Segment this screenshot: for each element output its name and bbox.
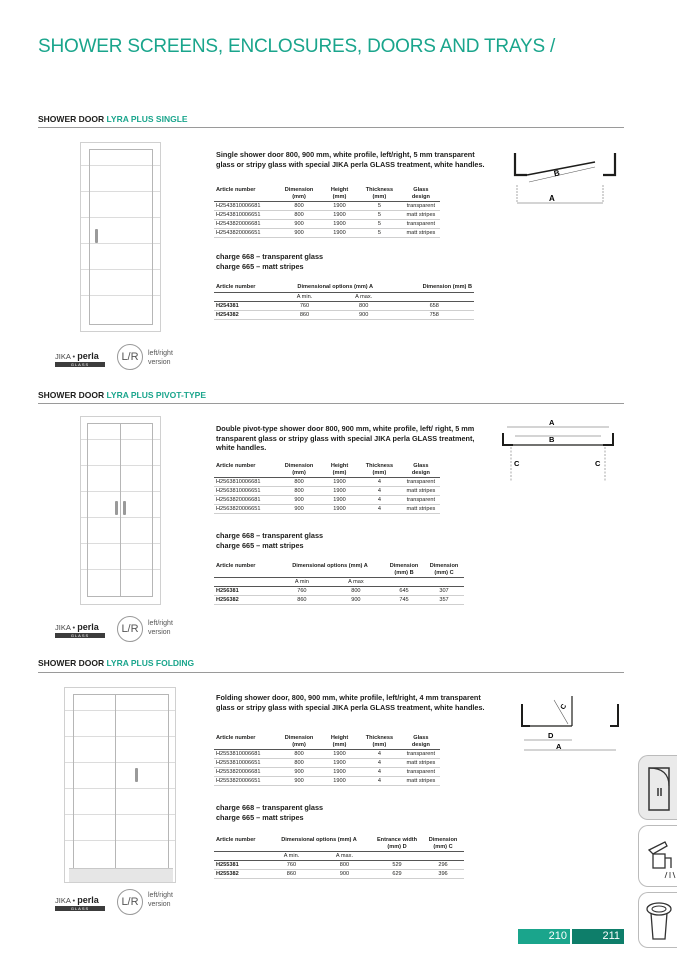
section-divider bbox=[38, 403, 624, 404]
table-row: H254382 860 900 758 bbox=[214, 310, 474, 319]
product-photo-pivot bbox=[80, 416, 161, 605]
product-description: Folding shower door, 800, 900 mm, white profile, left/right, 4 mm transparent glass or stripy glass with special JIKA perla GLASS treatment, white handles. bbox=[216, 693, 485, 712]
heading-prefix: SHOWER DOOR bbox=[38, 390, 107, 400]
table-row: H2553820006651 900 1900 4 matt stripes bbox=[214, 777, 440, 786]
product-photo-folding bbox=[64, 687, 176, 883]
jika-perla-logo: JIKA • perla GLASS bbox=[55, 351, 105, 367]
section-heading-single bbox=[38, 114, 188, 124]
page-title: SHOWER SCREENS, ENCLOSURES, DOORS AND TRAYS / bbox=[38, 36, 556, 57]
toilet-icon[interactable] bbox=[638, 892, 677, 948]
heading-prefix: SHOWER DOOR bbox=[38, 114, 107, 124]
section-divider bbox=[38, 672, 624, 673]
charge-matt: charge 665 – matt stripes bbox=[216, 541, 304, 550]
label-a: A bbox=[556, 742, 562, 751]
label-c-right: C bbox=[595, 459, 601, 468]
table-row: H2553810006651 800 1900 4 matt stripes bbox=[214, 759, 440, 768]
diagram-single bbox=[505, 145, 630, 210]
faucet-icon[interactable] bbox=[638, 825, 677, 887]
table-row: H254381 760 800 658 bbox=[214, 301, 474, 310]
table-row: H2563810006681 800 1900 4 transparent bbox=[214, 478, 440, 487]
table-row: H2543820006681 900 1900 5 transparent bbox=[214, 220, 440, 229]
label-b: B bbox=[553, 168, 561, 179]
left-right-icon: L/R bbox=[117, 889, 143, 915]
label-c: C bbox=[559, 703, 569, 711]
heading-prefix: SHOWER DOOR bbox=[38, 658, 107, 668]
article-table: Article number Dimension (mm) Height (mm) Thickness (mm) Glass design H2563810006681 800 1900 4 transparent H2563810006651 800 1900 4 matt stripes H2563820006681 900 1900 4 transparent H2563820006651 900 1900 4 matt stripes bbox=[214, 463, 440, 514]
label-d: D bbox=[548, 731, 554, 740]
table-row: H2563820006681 900 1900 4 transparent bbox=[214, 496, 440, 505]
page-number-left: 210 bbox=[518, 929, 570, 944]
label-c-left: C bbox=[514, 459, 520, 468]
article-table: Article number Dimension (mm) Height (mm) Thickness (mm) Glass design H2543810006681 800 1900 5 transparent H2543810006651 800 1900 5 matt stripes H2543820006681 900 1900 5 transparent H2543820006651 900 1900 5 matt stripes bbox=[214, 187, 440, 238]
article-table: Article number Dimension (mm) Height (mm) Thickness (mm) Glass design H2553810006681 800 1900 4 transparent H2553810006651 800 1900 4 matt stripes H2553820006681 900 1900 4 transparent H2553820006651 900 1900 4 matt stripes bbox=[214, 735, 440, 786]
left-right-text: left/right version bbox=[148, 892, 173, 908]
table-row: H2543820006651 900 1900 5 matt stripes bbox=[214, 229, 440, 238]
table-row: H2543810006651 800 1900 5 matt stripes bbox=[214, 211, 440, 220]
table-row: H256382 860 900 745 357 bbox=[214, 596, 464, 605]
diagram-pivot bbox=[497, 415, 622, 490]
section-divider bbox=[38, 127, 624, 128]
shower-enclosure-icon[interactable] bbox=[638, 755, 677, 820]
charge-transparent: charge 668 – transparent glass bbox=[216, 531, 324, 540]
table-row: H2563810006651 800 1900 4 matt stripes bbox=[214, 487, 440, 496]
left-right-text: left/right version bbox=[148, 350, 173, 366]
table-row: H2553820006681 900 1900 4 transparent bbox=[214, 768, 440, 777]
left-right-icon: L/R bbox=[117, 344, 143, 370]
charge-matt: charge 665 – matt stripes bbox=[216, 262, 304, 271]
label-a: A bbox=[549, 194, 555, 203]
left-right-icon: L/R bbox=[117, 616, 143, 642]
diagram-folding bbox=[510, 688, 630, 758]
dimension-table: Article number Dimensional options (mm) A Dimension (mm) B A min. A max. H254381 760 800 658 H254382 860 900 758 bbox=[216, 284, 472, 318]
heading-accent: LYRA PLUS SINGLE bbox=[106, 114, 188, 124]
table-row: H255381 760 800 529 296 bbox=[214, 861, 464, 870]
section-heading-folding bbox=[38, 658, 194, 668]
table-row: H2563820006651 900 1900 4 matt stripes bbox=[214, 505, 440, 514]
product-description: Double pivot-type shower door 800, 900 mm, white profile, left/ right, 5 mm transparent glass or stripy glass with special JIKA perla GLASS treatment, white handles. bbox=[216, 424, 475, 452]
label-a: A bbox=[549, 418, 555, 427]
table-row: H2553810006681 800 1900 4 transparent bbox=[214, 750, 440, 759]
product-photo-single bbox=[80, 142, 161, 332]
dimension-table: Article number Dimensional options (mm) A Dimension (mm) B Dimension (mm) C A min A max H256381 760 800 645 307 H256382 860 900 745 357 bbox=[214, 563, 464, 605]
jika-perla-logo: JIKA • perla GLASS bbox=[55, 622, 105, 638]
charge-transparent: charge 668 – transparent glass bbox=[216, 252, 324, 261]
charge-matt: charge 665 – matt stripes bbox=[216, 813, 304, 822]
table-row: H2543810006681 800 1900 5 transparent bbox=[214, 202, 440, 211]
page-number-right: 211 bbox=[572, 929, 624, 944]
heading-accent: LYRA PLUS PIVOT-TYPE bbox=[106, 390, 206, 400]
label-b: B bbox=[549, 435, 555, 444]
product-description: Single shower door 800, 900 mm, white profile, left/right, 5 mm transparent glass or stripy glass with special JIKA perla GLASS treatment, white handles. bbox=[216, 150, 485, 169]
heading-accent: LYRA PLUS FOLDING bbox=[106, 658, 195, 668]
charge-transparent: charge 668 – transparent glass bbox=[216, 803, 324, 812]
table-row: H255382 860 900 629 396 bbox=[214, 870, 464, 879]
table-row: H256381 760 800 645 307 bbox=[214, 587, 464, 596]
section-heading-pivot bbox=[38, 390, 206, 400]
left-right-text: left/right version bbox=[148, 620, 173, 636]
jika-perla-logo: JIKA • perla GLASS bbox=[55, 895, 105, 911]
dimension-table: Article number Dimensional options (mm) A Entrance width (mm) D Dimension (mm) C A min. A max. H255381 760 800 529 296 H255382 860 900 629 396 bbox=[214, 837, 464, 879]
